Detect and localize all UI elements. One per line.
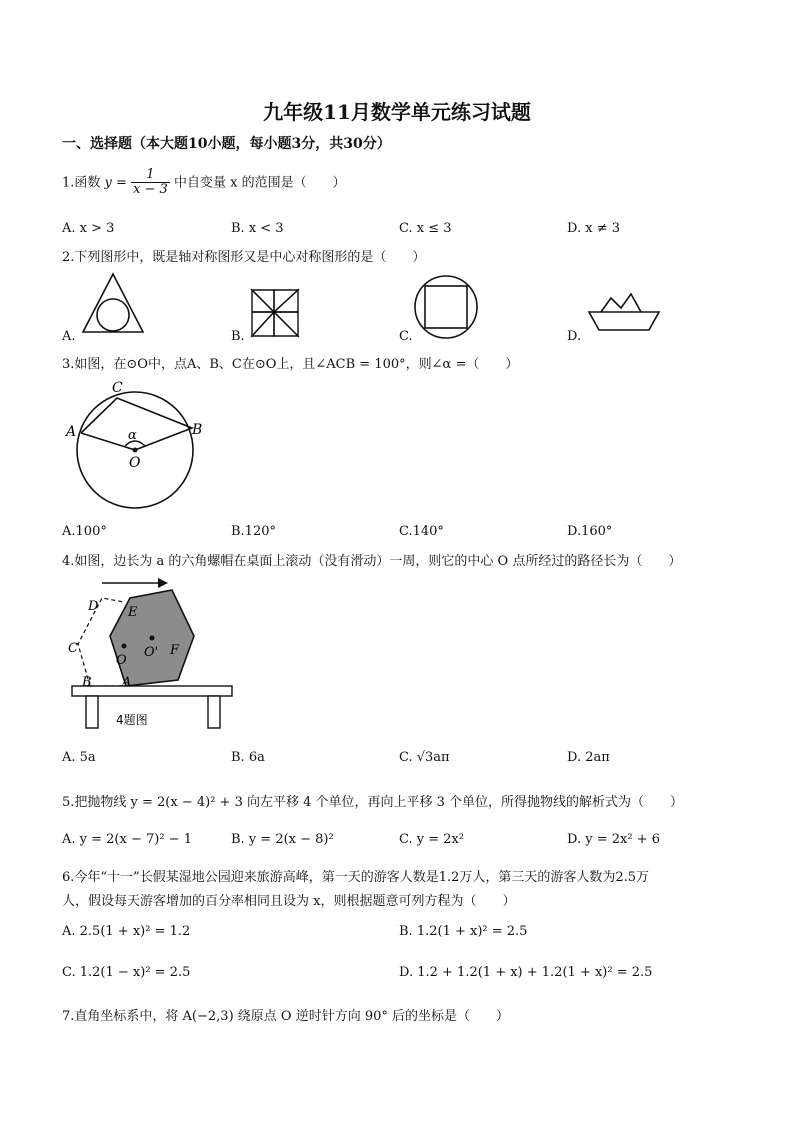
q3-circle-figure bbox=[62, 378, 212, 514]
q1-suffix: 中自变量 x 的范围是（ ） bbox=[173, 175, 346, 191]
q1-lhs: y = bbox=[104, 175, 127, 191]
q4-label-o: O bbox=[116, 653, 127, 668]
q4-option-b[interactable]: B. 6a bbox=[231, 750, 265, 765]
q3-label-c: C bbox=[112, 380, 123, 396]
question-6-stem-line-2: 人，假设每天游客增加的百分率相同且设为 x，则根据题意可列方程为（ ） bbox=[62, 894, 516, 909]
q2-pinwheel-figure bbox=[250, 288, 302, 340]
q2-label-a[interactable]: A. bbox=[62, 329, 76, 344]
q1-prefix: 1.函数 bbox=[62, 175, 101, 191]
q1-option-b[interactable]: B. x < 3 bbox=[231, 221, 284, 236]
q3-option-c[interactable]: C.140° bbox=[399, 524, 444, 539]
q6-option-d[interactable]: D. 1.2 + 1.2(1 + x) + 1.2(1 + x)² = 2.5 bbox=[399, 965, 653, 980]
q4-option-d[interactable]: D. 2aπ bbox=[567, 750, 610, 765]
q4-label-e: E bbox=[128, 605, 138, 620]
q4-option-c[interactable]: C. √3aπ bbox=[399, 750, 450, 765]
q1-option-c[interactable]: C. x ≤ 3 bbox=[399, 221, 452, 236]
q4-option-a[interactable]: A. 5a bbox=[62, 750, 96, 765]
q3-option-d[interactable]: D.160° bbox=[567, 524, 613, 539]
question-6-stem-line-1: 6.今年“十一”长假某湿地公园迎来旅游高峰，第一天的游客人数是1.2万人，第三天的游客人数为2.5万 bbox=[62, 870, 650, 885]
question-7-stem: 7.直角坐标系中，将 A(−2,3) 绕原点 O 逆时针方向 90° 后的坐标是（ ） bbox=[62, 1009, 509, 1024]
q6-option-b[interactable]: B. 1.2(1 + x)² = 2.5 bbox=[399, 924, 528, 939]
q1-option-a[interactable]: A. x > 3 bbox=[62, 221, 115, 236]
section-heading: 一、选择题（本大题10小题，每小题3分，共30分） bbox=[62, 136, 391, 152]
q3-label-o: O bbox=[129, 455, 141, 471]
question-1-stem bbox=[62, 168, 346, 198]
q4-caption: 4题图 bbox=[116, 713, 148, 727]
q5-option-a[interactable]: A. y = 2(x − 7)² − 1 bbox=[62, 832, 192, 847]
q5-option-c[interactable]: C. y = 2x² bbox=[399, 832, 465, 847]
question-4-stem: 4.如图，边长为 a 的六角螺帽在桌面上滚动（没有滑动）一周，则它的中心 O 点所经过的路径长为（ ） bbox=[62, 554, 682, 569]
q4-label-d: D bbox=[88, 599, 99, 614]
q2-label-d[interactable]: D. bbox=[567, 329, 582, 344]
q4-label-o-prime: O' bbox=[144, 645, 159, 660]
q5-option-d[interactable]: D. y = 2x² + 6 bbox=[567, 832, 660, 847]
q4-label-b: B bbox=[82, 675, 92, 690]
q4-hexagon-figure bbox=[64, 574, 236, 734]
q1-frac-num: 1 bbox=[131, 168, 170, 183]
q2-circle-square-figure bbox=[413, 274, 479, 340]
q2-label-b[interactable]: B. bbox=[231, 329, 245, 344]
q5-option-b[interactable]: B. y = 2(x − 8)² bbox=[231, 832, 334, 847]
q3-label-a: A bbox=[66, 424, 77, 440]
question-5-stem: 5.把抛物线 y = 2(x − 4)² + 3 向左平移 4 个单位，再向上平移 3 个单位，所得抛物线的解析式为（ ） bbox=[62, 795, 684, 810]
q2-boat-figure bbox=[587, 292, 661, 334]
q1-frac-den: x − 3 bbox=[133, 182, 168, 198]
q2-triangle-circle-figure bbox=[80, 270, 150, 336]
q6-option-c[interactable]: C. 1.2(1 − x)² = 2.5 bbox=[62, 965, 191, 980]
q4-label-f: F bbox=[170, 643, 180, 658]
q1-fraction bbox=[131, 168, 170, 198]
q4-label-a: A bbox=[122, 675, 132, 690]
question-2-stem: 2.下列图形中，既是轴对称图形又是中心对称图形的是（ ） bbox=[62, 250, 426, 265]
q1-option-d[interactable]: D. x ≠ 3 bbox=[567, 221, 620, 236]
q2-label-c[interactable]: C. bbox=[399, 329, 413, 344]
q3-option-b[interactable]: B.120° bbox=[231, 524, 276, 539]
q3-option-a[interactable]: A.100° bbox=[62, 524, 107, 539]
question-3-stem: 3.如图，在⊙O中，点A、B、C在⊙O上，且∠ACB = 100°，则∠α =（ ） bbox=[62, 357, 519, 372]
q3-label-b: B bbox=[192, 422, 203, 438]
page-title: 九年级11月数学单元练习试题 bbox=[263, 100, 531, 124]
q6-option-a[interactable]: A. 2.5(1 + x)² = 1.2 bbox=[62, 924, 191, 939]
q3-label-alpha: α bbox=[128, 428, 137, 443]
q4-label-c: C bbox=[68, 641, 78, 656]
